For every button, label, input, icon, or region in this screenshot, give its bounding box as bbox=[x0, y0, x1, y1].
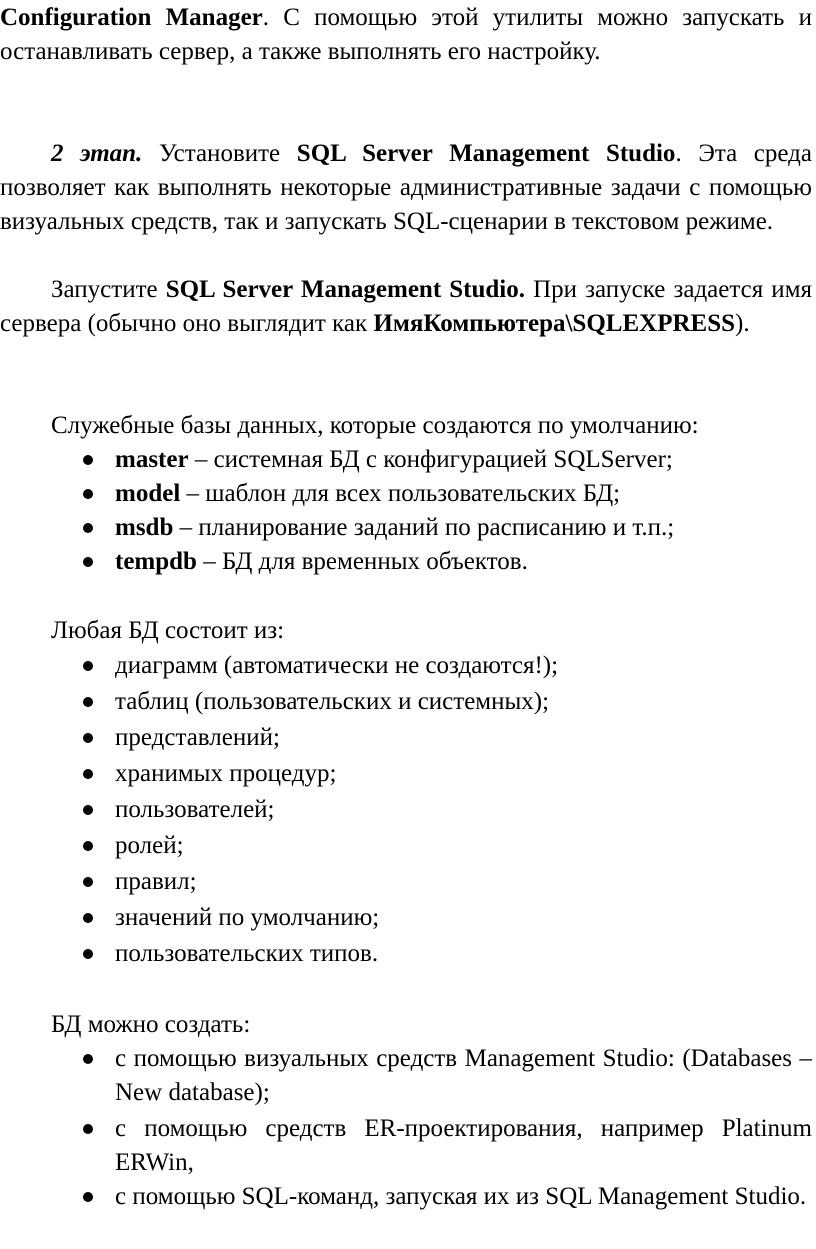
list-item-text: пользователей; bbox=[115, 796, 275, 823]
bullet-icon bbox=[83, 455, 93, 465]
server-name-term: ИмяКомпьютера\SQLEXPRESS bbox=[373, 310, 735, 337]
db-desc: – системная БД с конфигурацией SQLServer; bbox=[188, 446, 673, 473]
list-item-text: диаграмм (автоматически не создаются!); bbox=[115, 652, 559, 679]
list-item-text: таблиц (пользовательских и системных); bbox=[115, 688, 550, 715]
launch-text-3: ). bbox=[735, 310, 750, 337]
config-manager-text: . С помощью этой утилиты можно запускать и останавливать сервер, а также выполнять его настройку. bbox=[0, 4, 812, 65]
db-name: master bbox=[115, 446, 189, 473]
db-components-heading: Любая БД состоит из: bbox=[51, 617, 285, 644]
launch-text-1: Запустите bbox=[51, 276, 166, 303]
bullet-icon bbox=[83, 1054, 93, 1064]
db-name: msdb bbox=[115, 514, 174, 541]
list-item-text: пользовательских типов. bbox=[115, 940, 379, 967]
stage-label: 2 этап. bbox=[51, 140, 143, 167]
db-name: tempdb bbox=[115, 548, 197, 575]
bullet-icon bbox=[83, 1192, 93, 1202]
bullet-icon bbox=[83, 489, 93, 499]
bullet-icon bbox=[83, 557, 93, 567]
bullet-icon bbox=[83, 733, 93, 743]
stage2-paragraph bbox=[0, 137, 812, 239]
launch-text-2: При запуске задается имя сервера (обычно оно выглядит как bbox=[0, 276, 813, 337]
bullet-icon bbox=[83, 523, 93, 533]
db-desc: – БД для временных объектов. bbox=[196, 548, 528, 575]
bullet-icon bbox=[83, 661, 93, 671]
list-item-text: с помощью средств ER-проектирования, например Platinum ERWin, bbox=[115, 1115, 812, 1176]
bullet-icon bbox=[83, 805, 93, 815]
bullet-icon bbox=[83, 913, 93, 923]
bullet-icon bbox=[83, 697, 93, 707]
ssms-term: SQL Server Management Studio bbox=[296, 140, 676, 167]
config-manager-term: Configuration Manager bbox=[0, 4, 263, 31]
bullet-icon bbox=[83, 769, 93, 779]
list-item-text: хранимых процедур; bbox=[115, 760, 337, 787]
system-dbs-heading: Служебные базы данных, которые создаются по умолчанию: bbox=[51, 412, 699, 439]
launch-paragraph bbox=[0, 273, 812, 341]
list-item-text: с помощью визуальных средств Management Studio: (Databases – New database); bbox=[115, 1045, 812, 1106]
stage2-text-1: Установите bbox=[142, 140, 297, 167]
db-desc: – шаблон для всех пользовательских БД; bbox=[180, 480, 621, 507]
list-item-text: представлений; bbox=[115, 724, 280, 751]
list-item-text: с помощью SQL-команд, запуская их из SQL Management Studio. bbox=[115, 1183, 807, 1210]
stage2-text-2: . Эта среда позволяет как выполнять некоторые административные задачи с помощью визуальных средств, так и запускать SQL-сценарии в текстовом режиме. bbox=[0, 140, 812, 235]
bullet-icon bbox=[83, 1124, 93, 1134]
db-name: model bbox=[115, 480, 181, 507]
ssms-launch-term: SQL Server Management Studio. bbox=[165, 276, 525, 303]
config-manager-paragraph bbox=[0, 1, 812, 69]
db-create-heading: БД можно создать: bbox=[51, 1011, 251, 1038]
db-desc: – планирование заданий по расписанию и т.п.; bbox=[173, 514, 675, 541]
bullet-icon bbox=[83, 949, 93, 959]
bullet-icon bbox=[83, 877, 93, 887]
bullet-icon bbox=[83, 841, 93, 851]
list-item-text: правил; bbox=[115, 868, 197, 895]
list-item-text: ролей; bbox=[115, 832, 184, 859]
list-item-text: значений по умолчанию; bbox=[115, 904, 380, 931]
